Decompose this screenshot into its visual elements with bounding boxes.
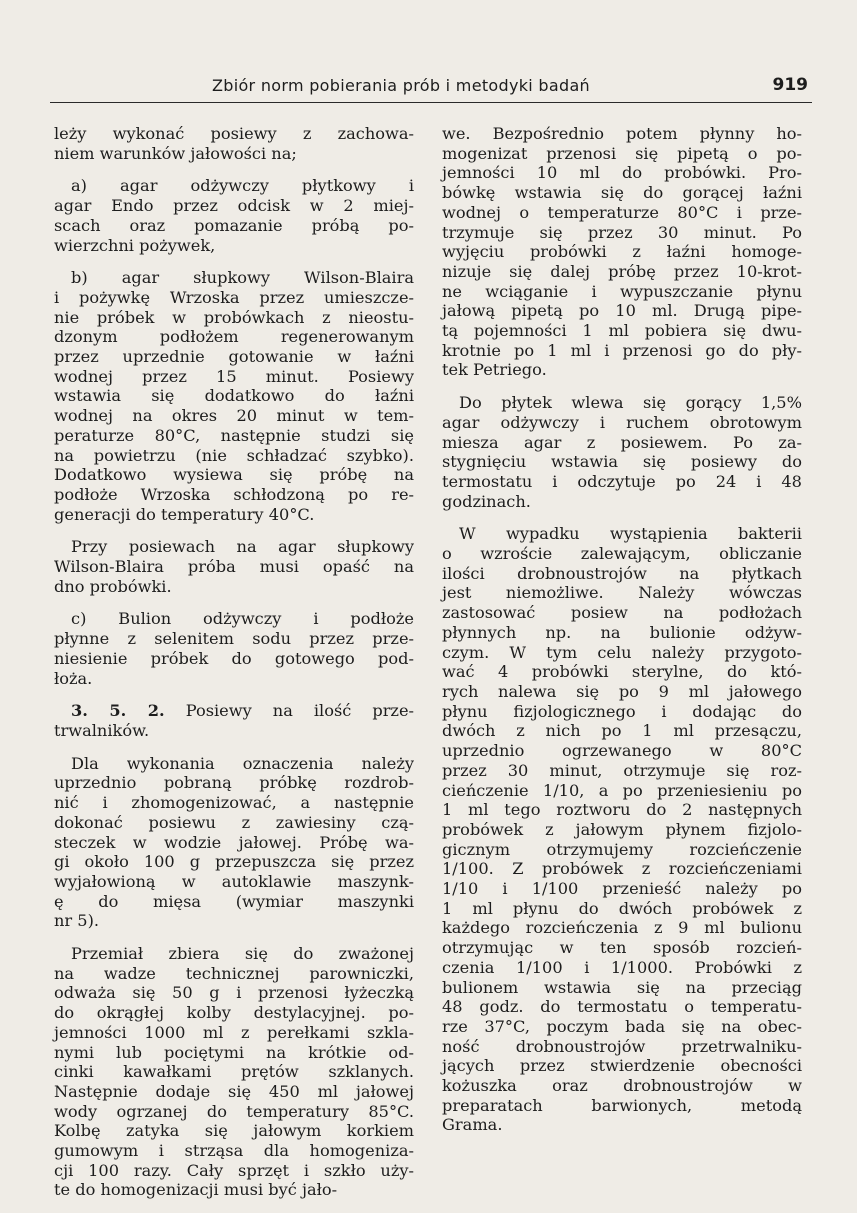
text-line: wyjałowioną w autoklawie maszynk- — [54, 871, 414, 891]
text-line: jących przez stwierdzenie obecności — [442, 1056, 802, 1076]
text-line: płynne z selenitem sodu przez prze- — [54, 629, 414, 649]
text-line: tą pojemności 1 ml pobiera się dwu- — [442, 321, 802, 341]
text-line: uprzednio pobraną próbkę rozdrob- — [54, 773, 414, 793]
text-line: leży wykonać posiewy z zachowa- — [54, 124, 414, 143]
text-line: rze 37°C, poczym bada się na obec- — [442, 1016, 802, 1036]
text-line: tek Petriego. — [442, 360, 547, 380]
text-line: W wypadku wystąpienia bakterii — [459, 524, 802, 544]
text-line: jest niemożliwe. Należy wówczas — [442, 583, 802, 603]
text-line: wody ogrzanej do temperatury 85°C. — [54, 1101, 414, 1121]
text-line: łoża. — [54, 668, 93, 688]
header-title: Zbiór norm pobierania prób i metodyki badań — [212, 76, 590, 95]
text-line: ilości drobnoustrojów na płytkach — [442, 563, 802, 583]
text-line: nić i zhomogenizować, a następnie — [54, 793, 414, 813]
paragraph — [54, 176, 414, 255]
text-line: cji 100 razy. Cały sprzęt i szkło uży- — [54, 1160, 414, 1180]
text-line: podłoże Wrzoska schłodzoną po re- — [54, 484, 414, 504]
text-line: dzonym podłożem regenerowanym — [54, 327, 414, 347]
text-line: niem warunków jałowości na; — [54, 143, 297, 163]
text-line: 48 godz. do termostatu o temperatu- — [442, 997, 802, 1017]
text-line: b) agar słupkowy Wilson-Blaira — [71, 268, 414, 288]
right-column — [442, 124, 802, 1148]
text-line: nizuje się dalej próbę przez 10-krot- — [442, 261, 802, 281]
text-line: nie próbek w probówkach z nieostu- — [54, 307, 414, 327]
text-line: na powietrzu (nie schładzać szybko). — [54, 445, 414, 465]
text-line: wodnej na okres 20 minut w tem- — [54, 406, 414, 426]
text-line: krotnie po 1 ml i przenosi go do pły- — [442, 340, 802, 360]
text-line: Grama. — [442, 1115, 503, 1135]
text-line: bówkę wstawia się do gorącej łaźni — [442, 183, 802, 203]
text-line: płynu fizjologicznego i dodając do — [442, 701, 802, 721]
text-line: stygnięciu wstawia się posiewy do — [442, 452, 802, 472]
text-line: Przemiał zbiera się do zważonej — [71, 944, 414, 964]
paragraph — [442, 524, 802, 1135]
text-line: przez uprzednie gotowanie w łaźni — [54, 347, 414, 367]
text-line: peraturze 80°C, następnie studzi się — [54, 425, 414, 445]
text-line: czenia 1/100 i 1/1000. Probówki z — [442, 957, 802, 977]
text-line: Dodatkowo wysiewa się próbę na — [54, 465, 414, 485]
paragraph — [54, 268, 414, 524]
text-line: termostatu i odczytuje po 24 i 48 — [442, 471, 802, 491]
paragraph — [54, 609, 414, 688]
running-header — [50, 72, 812, 103]
text-line: wodnej przez 15 minut. Posiewy — [54, 366, 414, 386]
text-line: rych nalewa się po 9 ml jałowego — [442, 681, 802, 701]
text-line: na wadze technicznej parowniczki, — [54, 963, 414, 983]
text-line: Kolbę zatyka się jałowym korkiem — [54, 1121, 414, 1141]
text-line: agar odżywczy i ruchem obrotowym — [442, 412, 802, 432]
text-line: Dla wykonania oznaczenia należy — [71, 753, 414, 773]
text-line: ne wciąganie i wypuszczanie płynu — [442, 281, 802, 301]
text-line: gumowym i strząsa dla homogeniza- — [54, 1141, 414, 1161]
text-line: kożuszka oraz drobnoustrojów w — [442, 1076, 802, 1096]
text-line: do okrągłej kolby destylacyjnej. po- — [54, 1003, 414, 1023]
text-line: o wzroście zalewającym, obliczanie — [442, 544, 802, 564]
paragraph — [442, 393, 802, 511]
text-line: ę do mięsa (wymiar maszynki — [54, 891, 414, 911]
section-number: 3. 5. 2. — [71, 701, 165, 721]
text-line: 1/100. Z probówek z rozcieńczeniami — [442, 859, 802, 879]
text-line: wstawia się dodatkowo do łaźni — [54, 386, 414, 406]
text-line: cinki kawałkami prętów szklanych. — [54, 1062, 414, 1082]
text-line: 1 ml płynu do dwóch probówek z — [442, 898, 802, 918]
page-number: 919 — [772, 75, 808, 95]
text-line: trwalników. — [54, 720, 150, 740]
text-line: dokonać posiewu z zawiesiny czą- — [54, 812, 414, 832]
text-line: te do homogenizacji musi być jało- — [54, 1180, 338, 1200]
text-line: dwóch z nich po 1 ml przesączu, — [442, 721, 802, 741]
text-line: wierzchni pożywek, — [54, 235, 216, 255]
text-line: Wilson-Blaira próba musi opaść na — [54, 557, 414, 577]
left-column — [54, 124, 414, 1213]
paragraph — [54, 701, 414, 740]
text-line: generacji do temperatury 40°C. — [54, 504, 315, 524]
text-line: we. Bezpośrednio potem płynny ho- — [442, 124, 802, 143]
text-line: uprzednio ogrzewanego w 80°C — [442, 741, 802, 761]
text-line: każdego rozcieńczenia z 9 ml bulionu — [442, 918, 802, 938]
paragraph — [54, 944, 414, 1200]
text-line: czym. W tym celu należy przygoto- — [442, 642, 802, 662]
text-line: wyjęciu probówki z łaźni homoge- — [442, 242, 802, 262]
text-line: a) agar odżywczy płytkowy i — [71, 176, 414, 196]
text-line: agar Endo przez odcisk w 2 miej- — [54, 196, 414, 216]
text-line: ność drobnoustrojów przetrwalniku- — [442, 1036, 802, 1056]
text-line: preparatach barwionych, metodą — [442, 1095, 802, 1115]
text-line: c) Bulion odżywczy i podłoże — [71, 609, 414, 629]
text-line: gi około 100 g przepuszcza się przez — [54, 852, 414, 872]
text-line: miesza agar z posiewem. Po za- — [442, 432, 802, 452]
text-line: trzymuje się przez 30 minut. Po — [442, 222, 802, 242]
paragraph — [54, 754, 414, 931]
text-line: zastosować posiew na podłożach — [442, 603, 802, 623]
paragraph — [54, 124, 414, 163]
text-line: niesienie próbek do gotowego pod- — [54, 648, 414, 668]
text-line: nymi lub pociętymi na krótkie od- — [54, 1042, 414, 1062]
text-line: jemności 1000 ml z perełkami szkla- — [54, 1022, 414, 1042]
text-line: jemności 10 ml do probówki. Pro- — [442, 163, 802, 183]
text-line: wodnej o temperaturze 80°C i prze- — [442, 202, 802, 222]
text-line: dno probówki. — [54, 576, 172, 596]
text-line: płynnych np. na bulionie odżyw- — [442, 622, 802, 642]
text-line: jałową pipetą po 10 ml. Drugą pipe- — [442, 301, 802, 321]
text-line: 1 ml tego roztworu do 2 następnych — [442, 800, 802, 820]
text-line: nr 5). — [54, 911, 100, 931]
text-line: mogenizat przenosi się pipetą o po- — [442, 143, 802, 163]
text-line: wać 4 probówki sterylne, do któ- — [442, 662, 802, 682]
text-line: przez 30 minut, otrzymuje się roz- — [442, 760, 802, 780]
text-line: 3. 5. 2. Posiewy na ilość prze- — [71, 701, 415, 721]
text-line: 1/10 i 1/100 przenieść należy po — [442, 879, 802, 899]
text-line: bulionem wstawia się na przeciąg — [442, 977, 802, 997]
text-line: Następnie dodaje się 450 ml jałowej — [54, 1081, 414, 1101]
text-line: scach oraz pomazanie próbą po- — [54, 215, 414, 235]
text-line: Do płytek wlewa się gorący 1,5% — [459, 393, 802, 413]
text-line: probówek z jałowym płynem fizjolo- — [442, 819, 802, 839]
text-line: godzinach. — [442, 491, 531, 511]
text-line: i pożywkę Wrzoska przez umieszcze- — [54, 287, 414, 307]
text-line: steczek w wodzie jałowej. Próbę wa- — [54, 832, 414, 852]
text-line: gicznym otrzymujemy rozcieńczenie — [442, 839, 802, 859]
text-line: Przy posiewach na agar słupkowy — [71, 537, 414, 557]
text-line: odważa się 50 g i przenosi łyżeczką — [54, 983, 414, 1003]
paragraph — [54, 537, 414, 596]
paragraph — [442, 124, 802, 380]
text-line: otrzymując w ten sposób rozcień- — [442, 938, 802, 958]
text-line: cieńczenie 1/10, a po przeniesieniu po — [442, 780, 802, 800]
